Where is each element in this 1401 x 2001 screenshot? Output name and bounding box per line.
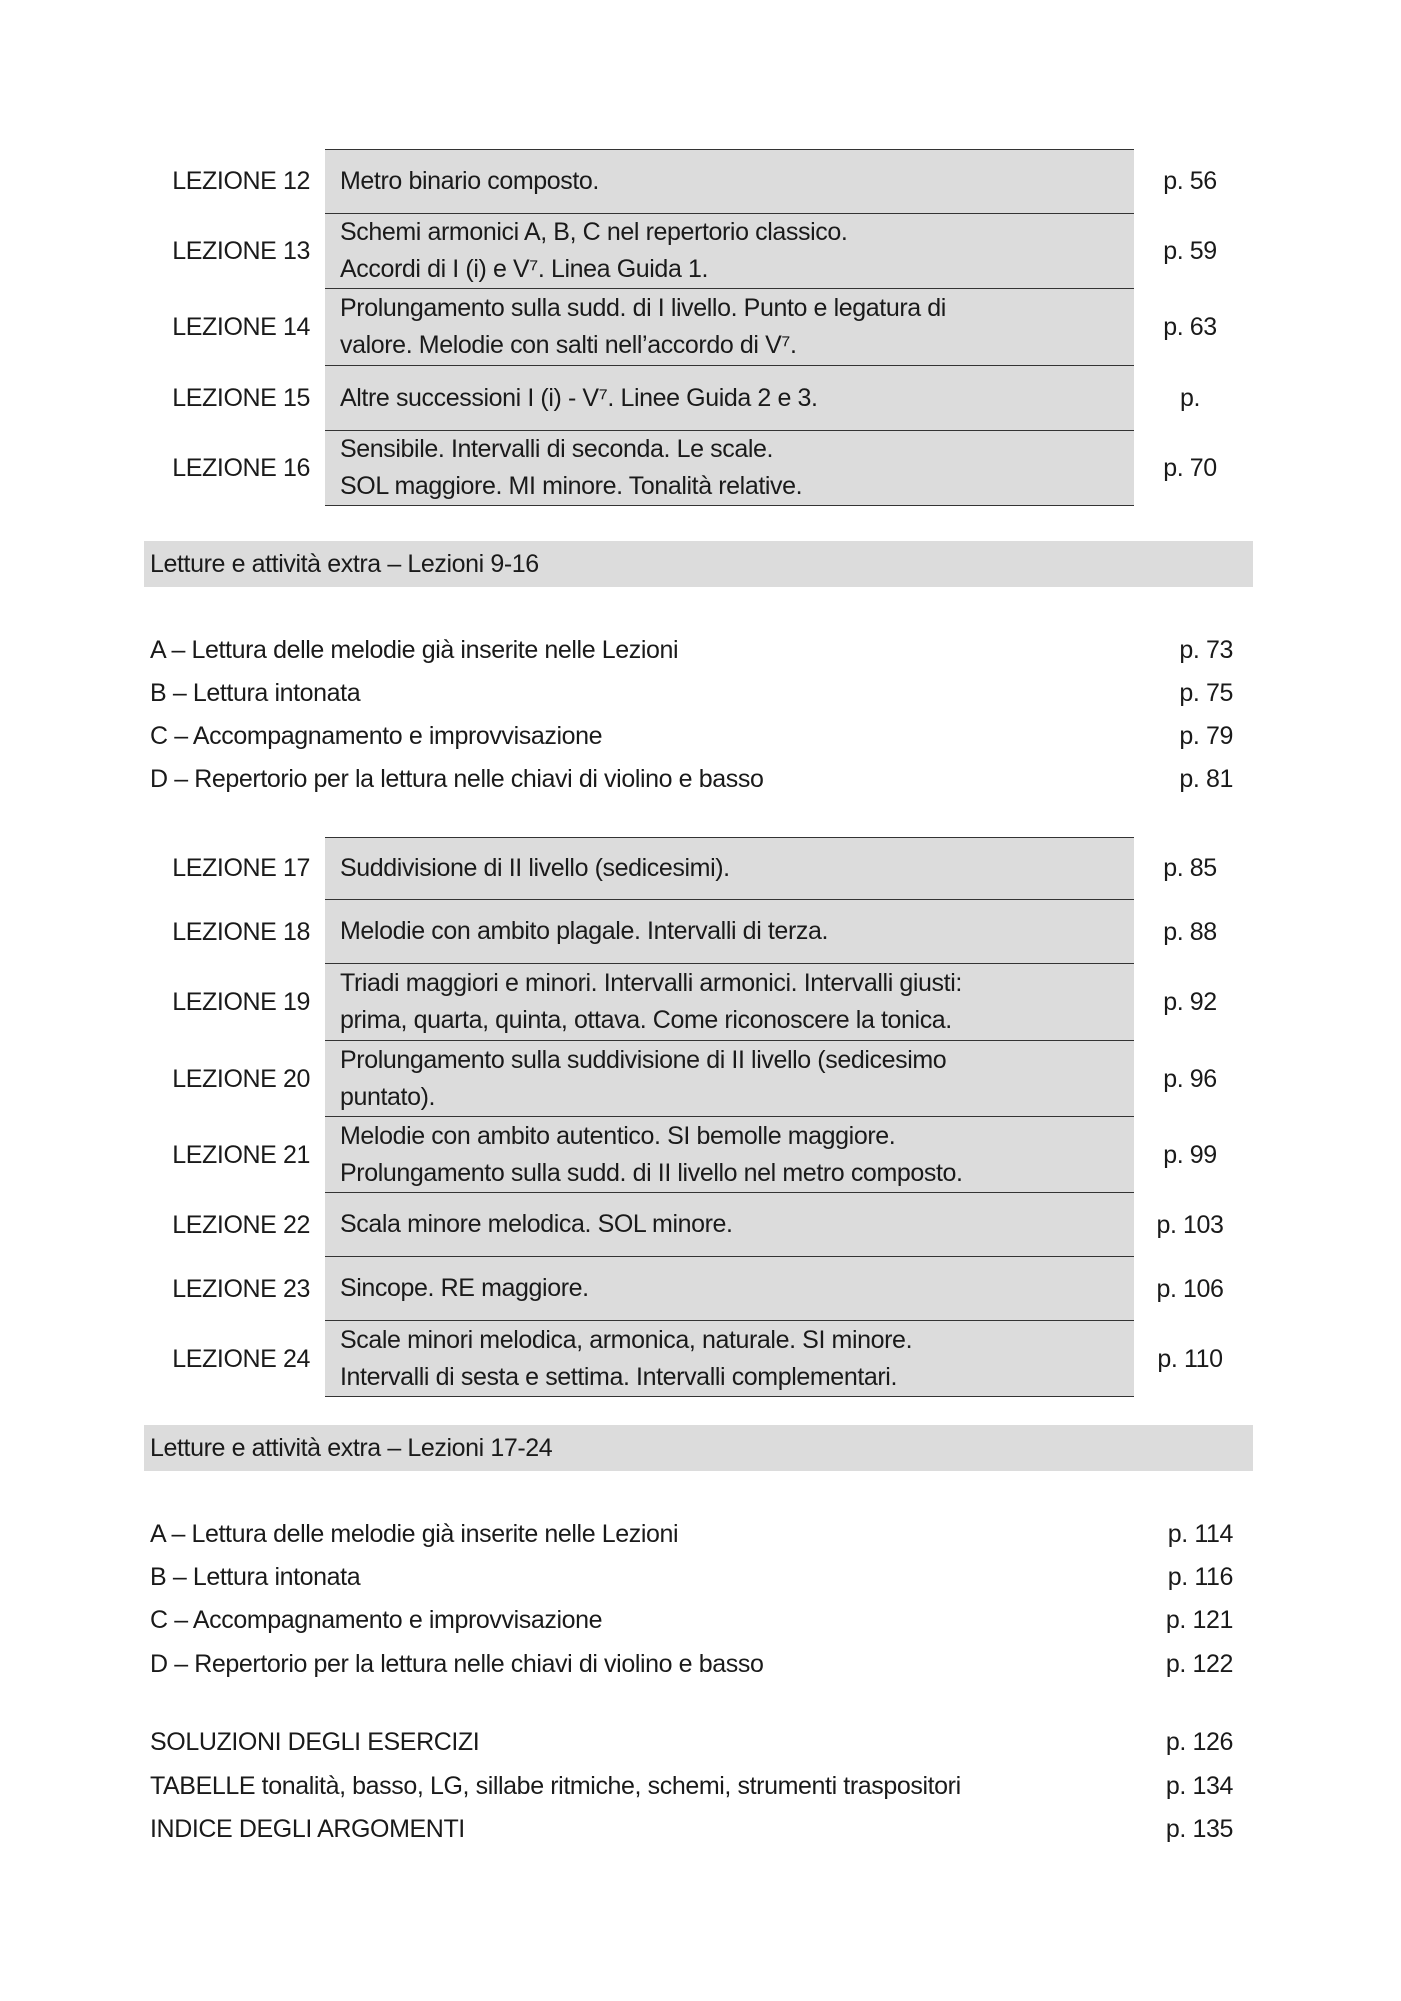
item-text: A – Lettura delle melodie già inserite nelle Lezioni [150, 1520, 679, 1548]
list-item[interactable] [0, 1559, 1401, 1595]
lesson-description [325, 214, 1134, 289]
lesson-row[interactable] [0, 431, 1401, 506]
description-line: Prolungamento sulla suddivisione di II livello (sedicesimo [340, 1045, 947, 1074]
lesson-row[interactable] [0, 1257, 1401, 1321]
list-item[interactable] [0, 1646, 1401, 1682]
list-item[interactable] [0, 1602, 1401, 1638]
description-line: Sincope. RE maggiore. [340, 1274, 589, 1302]
lesson-description [325, 837, 1134, 900]
item-text: SOLUZIONI DEGLI ESERCIZI [150, 1728, 480, 1756]
page-number: p. 81 [1179, 765, 1233, 793]
description-line: Melodie con ambito plagale. Intervalli di terza. [340, 917, 829, 945]
page-number: p. 59 [1163, 237, 1217, 265]
list-item[interactable] [0, 1724, 1401, 1760]
page-number: p. 73 [1179, 636, 1233, 664]
page-number: p. 103 [1156, 1211, 1224, 1239]
page-number: p. 110 [1157, 1345, 1223, 1373]
lesson-description [325, 366, 1134, 431]
page-number: p. 75 [1179, 679, 1233, 707]
lesson-row[interactable] [0, 964, 1401, 1041]
description-line: valore. Melodie con salti nell’accordo di V⁷. [340, 331, 797, 359]
description-text [340, 431, 802, 505]
page-number: p. [1179, 384, 1201, 412]
page-number: p. 70 [1163, 454, 1217, 482]
lesson-row[interactable] [0, 149, 1401, 214]
page-number: p. 63 [1163, 313, 1217, 341]
page-number: p. 96 [1163, 1065, 1217, 1093]
lesson-description [325, 1257, 1134, 1321]
list-item[interactable] [0, 675, 1401, 711]
description-line: Melodie con ambito autentico. SI bemolle maggiore. [340, 1121, 896, 1150]
lesson-description [325, 1117, 1134, 1193]
list-item[interactable] [0, 761, 1401, 797]
page-number: p. 85 [1163, 854, 1217, 882]
description-line: Schemi armonici A, B, C nel repertorio classico. [340, 218, 848, 246]
description-line: Triadi maggiori e minori. Intervalli armonici. Intervalli giusti: [340, 969, 962, 997]
page-number: p. 92 [1163, 988, 1217, 1016]
description-text [340, 163, 599, 200]
lesson-description [325, 964, 1134, 1041]
lesson-row[interactable] [0, 214, 1401, 289]
lesson-row[interactable] [0, 1041, 1401, 1117]
page-number: p. 121 [1165, 1606, 1233, 1634]
list-item[interactable] [0, 1768, 1401, 1804]
item-text: D – Repertorio per la lettura nelle chiavi di violino e basso [150, 765, 764, 793]
lesson-label: LEZIONE 12 [172, 167, 310, 195]
item-text: C – Accompagnamento e improvvisazione [150, 722, 603, 750]
lesson-description [325, 1321, 1134, 1397]
page-number: p. 99 [1163, 1141, 1217, 1169]
page-number: p. 122 [1165, 1650, 1233, 1678]
page-number: p. 114 [1167, 1520, 1233, 1548]
item-text: C – Accompagnamento e improvvisazione [150, 1606, 603, 1634]
lesson-row[interactable] [0, 837, 1401, 900]
page-number: p. 88 [1163, 918, 1217, 946]
lesson-row[interactable] [0, 1321, 1401, 1397]
description-line: Scala minore melodica. SOL minore. [340, 1210, 733, 1238]
lesson-label: LEZIONE 13 [172, 237, 310, 265]
description-line: SOL maggiore. MI minore. Tonalità relative. [340, 472, 803, 500]
lesson-label: LEZIONE 18 [172, 918, 310, 946]
section-title: Letture e attività extra – Lezioni 17-24 [150, 1433, 553, 1462]
description-text [340, 1042, 946, 1116]
list-item[interactable] [0, 718, 1401, 754]
description-line: Prolungamento sulla sudd. di I livello. Punto e legatura di [340, 294, 946, 322]
lesson-label: LEZIONE 17 [172, 854, 310, 882]
description-line: Prolungamento sulla sudd. di II livello nel metro composto. [340, 1158, 963, 1187]
section-title: Letture e attività extra – Lezioni 9-16 [150, 549, 539, 578]
page-number: p. 134 [1165, 1772, 1233, 1800]
lesson-row[interactable] [0, 366, 1401, 431]
lesson-row[interactable] [0, 289, 1401, 366]
description-line: prima, quarta, quinta, ottava. Come riconoscere la tonica. [340, 1006, 952, 1034]
list-item[interactable] [0, 1811, 1401, 1847]
description-line: Metro binario composto. [340, 167, 599, 195]
description-text [340, 214, 847, 288]
lesson-label: LEZIONE 15 [172, 384, 310, 412]
description-text [340, 1322, 912, 1396]
lesson-row[interactable] [0, 1193, 1401, 1257]
description-text [340, 1270, 589, 1307]
lesson-label: LEZIONE 23 [172, 1275, 310, 1303]
lesson-description [325, 289, 1134, 366]
description-text [340, 1118, 963, 1192]
description-line: Sensibile. Intervalli di seconda. Le scale. [340, 435, 774, 463]
lesson-label: LEZIONE 14 [172, 313, 310, 341]
list-item[interactable] [0, 1516, 1401, 1552]
description-line: Suddivisione di II livello (sedicesimi). [340, 854, 730, 882]
list-item[interactable] [0, 632, 1401, 668]
section-header-17-24 [144, 1425, 1253, 1471]
lesson-description [325, 149, 1134, 214]
description-text [340, 850, 730, 887]
item-text: A – Lettura delle melodie già inserite nelle Lezioni [150, 636, 679, 664]
section-header-9-16 [144, 541, 1253, 587]
lesson-description [325, 431, 1134, 506]
page-number: p. 79 [1179, 722, 1233, 750]
description-text [340, 290, 946, 364]
description-text [340, 965, 962, 1039]
description-line: Altre successioni I (i) - V⁷. Linee Guida 2 e 3. [340, 383, 818, 412]
description-text [340, 380, 818, 417]
lesson-label: LEZIONE 24 [172, 1345, 310, 1373]
lesson-row[interactable] [0, 1117, 1401, 1193]
lesson-description [325, 1193, 1134, 1257]
lesson-label: LEZIONE 16 [172, 454, 310, 482]
lesson-row[interactable] [0, 900, 1401, 964]
lesson-label: LEZIONE 19 [172, 988, 310, 1016]
page-number: p. 56 [1163, 167, 1217, 195]
description-line: Accordi di I (i) e V⁷. Linea Guida 1. [340, 255, 709, 283]
item-text: D – Repertorio per la lettura nelle chiavi di violino e basso [150, 1650, 764, 1678]
item-text: INDICE DEGLI ARGOMENTI [150, 1815, 465, 1843]
description-text [340, 1206, 733, 1243]
item-text: B – Lettura intonata [150, 1563, 361, 1591]
page-number: p. 126 [1165, 1728, 1233, 1756]
description-line: Intervalli di sesta e settima. Intervalli complementari. [340, 1362, 897, 1391]
lesson-label: LEZIONE 20 [172, 1065, 310, 1093]
item-text: B – Lettura intonata [150, 679, 361, 707]
lesson-description [325, 1041, 1134, 1117]
page-number: p. 135 [1165, 1815, 1233, 1843]
lesson-description [325, 900, 1134, 964]
description-text [340, 913, 828, 950]
lesson-label: LEZIONE 21 [172, 1141, 310, 1169]
lesson-label: LEZIONE 22 [172, 1211, 310, 1239]
item-text: TABELLE tonalità, basso, LG, sillabe ritmiche, schemi, strumenti traspositori [150, 1772, 961, 1800]
description-line: Scale minori melodica, armonica, naturale. SI minore. [340, 1325, 913, 1354]
page-number: p. 116 [1167, 1563, 1233, 1591]
description-line: puntato). [340, 1082, 436, 1111]
page-number: p. 106 [1156, 1275, 1224, 1303]
